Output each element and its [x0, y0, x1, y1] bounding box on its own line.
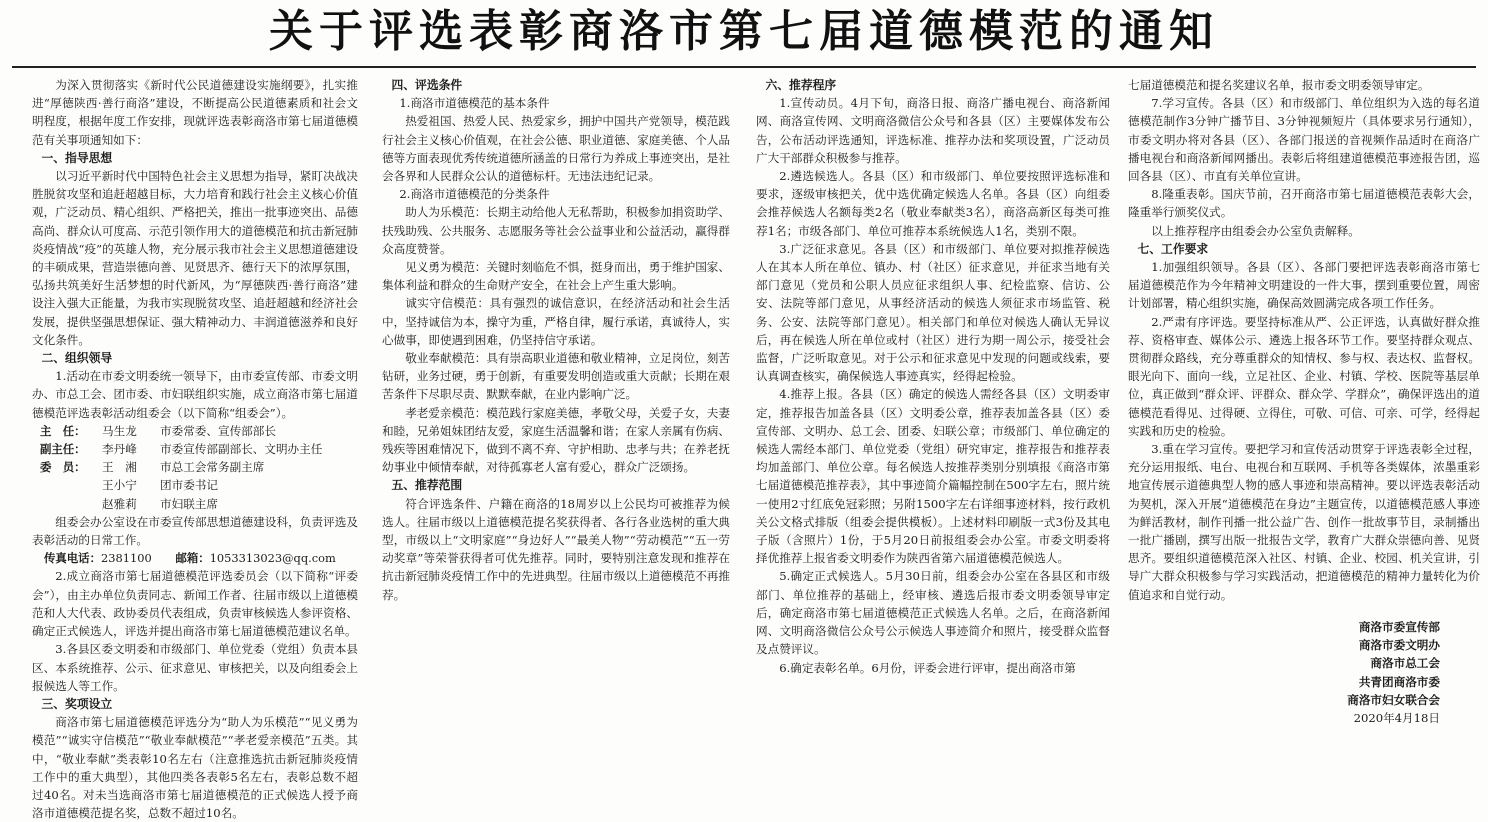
email-label: 邮箱： [175, 551, 210, 566]
member-role: 副主任： [40, 442, 86, 457]
section-heading-7: 七、工作要求 [1137, 241, 1209, 256]
requirement-paragraph: 2.严肃有序评选。要坚持标准从严、公正评选，认真做好群众推荐、资格审查、媒体公示、遴选上报各环节工作。要坚持群众观点、贯彻群众路线，充分尊重群众的知情权、参与权、表达权、监督权。眼光向下、面向一线，立足社区、企业、村镇、学校、医院等基层单位，真正做到“群众评、评群众、群众学、学群众”，确保评选出的道德模范看得见、过得硬、立得住，可敬、可信、可亲、可学，经得起实践和历史的检验。 [1128, 314, 1480, 438]
member-role [32, 476, 102, 494]
procedure-step: 5.确定正式候选人。5月30日前，组委会办公室在各县区和市级部门、单位推荐的基础上，经审核、遴选后报市委文明委领导审定后，确定商洛市第七届道德模范正式候选人名单。之后，在商洛新闻网、文明商洛微信公众号公示候选人事迹简介和照片，接受群众监督及点赞评议。 [756, 569, 1110, 657]
procedure-step-continued: 七届道德模范和提名奖建议名单，报市委文明委领导审定。 [1128, 78, 1430, 92]
section-heading-6: 六、推荐程序 [765, 78, 837, 92]
category-paragraph: 诚实守信模范：具有强烈的诚信意识，在经济活动和社会生活中，坚持诚信为本，操守为重，严格自律，履行承诺，真诚待人，实心做事，即使遇到困难，仍坚持信守承诺。 [382, 296, 730, 347]
member-position: 市妇联主席 [160, 496, 218, 511]
signer: 商洛市委宣传部 [1358, 619, 1440, 634]
signer: 商洛市委文明办 [1358, 638, 1440, 653]
category-paragraph: 助人为乐模范：长期主动给他人无私帮助，积极参加捐资助学、扶残助残、公共服务、志愿服务等社会公益事业和公益活动，赢得群众高度赞誉。 [382, 205, 730, 256]
section-heading-2: 二、组织领导 [41, 351, 113, 366]
member-role [32, 495, 102, 513]
procedure-closing: 以上推荐程序由组委会办公室负责解释。 [1151, 223, 1360, 238]
procedure-step: 7.学习宣传。各县（区）和市级部门、单位组织为入选的每名道德模范制作3分钟广播节目、3分钟视频短片（具体要求另行通知），市委文明办将对各县（区）、各部门报送的音视频作品适时在商洛广播电视台和商洛新闻网播出。表彰后将组建道德模范事迹报告团，巡回各县（区）、市直有关单位宣讲。 [1128, 96, 1480, 184]
guiding-ideology-paragraph: 以习近平新时代中国特色社会主义思想为指导，紧盯决战决胜脱贫攻坚和追赶超越目标，大力培育和践行社会主义核心价值观，广泛动员、精心组织、严格把关，推出一批事迹突出、品德高尚、群众认可度高、示范引领作用大的道德模范和抗击新冠肺炎疫情战“疫”的英雄人物，充分展示我市社会主义思想道德建设的丰硕成果，营造崇德向善、见贤思齐、德行天下的浓厚氛围，弘扬共筑美好生活梦想的时代新风，为“厚德陕西·善行商洛”建设注入强大正能量，为我市实现脱贫攻坚、追赶超越和经济社会发展，提供坚强思想保证、强大精神动力、丰润道德滋养和良好文化条件。 [32, 169, 358, 347]
office-paragraph: 组委会办公室设在市委宣传部思想道德建设科，负责评选及表彰活动的日常工作。 [32, 514, 358, 548]
member-name: 王小宁 [102, 478, 137, 493]
member-name: 王 湘 [102, 460, 137, 475]
requirement-paragraph: 1.加强组织领导。各县（区）、各部门要把评选表彰商洛市第七届道德模范作为今年精神文明建设的一件大事，摆到重要位置，周密计划部署，精心组织实施，确保高效圆满完成各项工作任务。 [1128, 260, 1480, 311]
text-column-2 [382, 76, 730, 704]
category-paragraph: 见义勇为模范：关键时刻临危不惧，挺身而出，勇于维护国家、集体利益和群众的生命财产安全，在社会上产生重大影响。 [382, 260, 730, 293]
intro-paragraph: 为深入贯彻落实《新时代公民道德建设实施纲要》，扎实推进“厚德陕西·善行商洛”建设，不断提高公民道德素质和社会文明程度，根据年度工作安排，现就评选表彰商洛市第七届道德模范有关事项通知如下： [32, 78, 358, 147]
scope-paragraph: 符合评选条件、户籍在商洛的18周岁以上公民均可被推荐为候选人。往届市级以上道德模范提名奖获得者、各行各业选树的重大典型，市级以上“文明家庭”“身边好人”“最美人物”“劳动模范”“五一劳动奖章”等荣誉获得者可优先推荐。同时，要特别注意发现和推荐在抗击新冠肺炎疫情工作中的先进典型。往届市级以上道德模范不再推荐。 [382, 496, 730, 602]
subheading-basic-conditions: 1.商洛市道德模范的基本条件 [399, 96, 550, 111]
procedure-step: 1.宣传动员。4月下旬，商洛日报、商洛广播电视台、商洛新闻网、商洛宣传网、文明商洛微信公众号和各县（区）主要媒体发布公告，公布活动评选通知，评选标准、推荐办法和奖项设置，广泛动员广大干部群众积极参与推荐。 [756, 96, 1110, 165]
member-role: 主 任： [40, 423, 86, 438]
organization-paragraph-3: 3.各县区委文明委和市级部门、单位党委（党组）负责本县区、本系统推荐、公示、征求意见、审核把关，以及向组委会上报候选人等工作。 [32, 642, 358, 693]
email-address: 1053313023@qq.com [209, 551, 336, 566]
procedure-step: 3.广泛征求意见。各县（区）和市级部门、单位要对拟推荐候选人在其本人所在单位、镇办、村（社区）征求意见，并征求当地有关部门意见（党员和公职人员应征求组织人事、纪检监察、信访、公安、法院等部门意见，从事经济活动的候选人须征求市场监管、税务、公安、法院等部门意见）。相关部门和单位对候选人确认无异议后，再在候选人所在单位或村（社区）进行为期一周公示，接受社会监督，广泛听取意见。对于公示和征求意见中发现的问题或线索，要认真调查核实，确保候选人事迹真实，经得起检验。 [756, 241, 1110, 384]
procedure-step: 2.遴选候选人。各县（区）和市级部门、单位要按照评选标准和要求，逐级审核把关，优中选优确定候选人名单。各县（区）向组委会推荐候选人名额每类2名（敬业奉献类3名），商洛高新区每类可推荐1名；市级各部门、单位可推荐本系统候选人1名，类别不限。 [756, 169, 1110, 238]
procedure-step: 6.确定表彰名单。6月份，评委会进行评审，提出商洛市第 [779, 660, 1076, 675]
organization-paragraph-2: 2.成立商洛市第七届道德模范评选委员会（以下简称“评委会”），由主办单位负责同志、新闻工作者、往届市级以上道德模范和人大代表、政协委员代表组成，负责审核候选人参评资格、确定正式候选人，评选并提出商洛市第七届道德模范建议名单。 [32, 569, 358, 639]
member-position: 市委宣传部副部长、文明办主任 [160, 442, 323, 457]
signature-block [1128, 618, 1480, 727]
category-paragraph: 孝老爱亲模范：模范践行家庭美德，孝敬父母，关爱子女，夫妻和睦，兄弟姐妹团结友爱，家庭生活温馨和谐；在家人亲属有伤病、残疾等困难情况下，做到不离不弃、守护相助、忠孝与共；在养老抚幼事业中倾情奉献，对待孤寡老人富有爱心，群众广泛颂扬。 [382, 405, 730, 475]
signer: 商洛市总工会 [1370, 656, 1440, 671]
signer: 共青团商洛市委 [1358, 674, 1440, 689]
text-column-1 [32, 76, 358, 821]
text-column-3 [756, 76, 1110, 704]
issue-date: 2020年4月18日 [1353, 710, 1440, 725]
text-column-4 [1128, 76, 1480, 725]
member-name: 李丹峰 [102, 442, 137, 457]
notice-title: 关于评选表彰商洛市第七届道德模范的通知 [269, 6, 1219, 57]
section-heading-4: 四、评选条件 [391, 78, 463, 92]
signer: 商洛市妇女联合会 [1347, 692, 1440, 707]
member-position: 市委常委、宣传部部长 [160, 423, 276, 438]
fax-number: 2381100 [100, 551, 152, 566]
awards-paragraph: 商洛市第七届道德模范评选分为“助人为乐模范”“见义勇为模范”“诚实守信模范”“敬业奉献模范”“孝老爱亲模范”五类。其中，“敬业奉献”类表彰10名左右（注意推选抗击新冠肺炎疫情工作中的重大典型），其他四类各表彰5名左右，表彰总数不超过40名。对未当选商洛市第七届道德模范的正式候选人授予商洛市道德模范提名奖，总数不超过10名。 [32, 715, 358, 821]
requirement-paragraph: 3.重在学习宣传。要把学习和宣传活动贯穿于评选表彰全过程，充分运用报纸、电台、电视台和互联网、手机等各类媒体，浓墨重彩地宣传展示道德典型人物的感人事迹和崇高精神。要以评选表彰活动为契机，深入开展“道德模范在身边”主题宣传，以道德模范感人事迹为鲜活教材，制作刊播一批公益广告、创作一批故事节目，录制播出一批广播剧，撰写出版一批报告文学，教育广大群众崇德向善、见贤思齐。要组织道德模范深入社区、村镇、企业、校园、机关宣讲，引导广大群众积极参与学习实践活动，把道德模范的精神力量转化为价值追求和自觉行动。 [1128, 442, 1480, 602]
subheading-category-conditions: 2.商洛市道德模范的分类条件 [399, 187, 550, 202]
category-paragraph: 敬业奉献模范：具有崇高职业道德和敬业精神，立足岗位，刻苦钻研，业务过硬，勇于创新，有重要发明创造或重大贡献；长期在艰苦条件下尽职尽责、默默奉献，在业内影响广泛。 [382, 351, 730, 402]
title-divider [12, 66, 1476, 68]
member-row [32, 476, 358, 494]
member-name: 赵雅莉 [102, 496, 137, 511]
member-row [32, 458, 358, 476]
member-position: 市总工会常务副主席 [160, 460, 265, 475]
contact-line [32, 549, 358, 567]
member-row [32, 440, 358, 458]
basic-conditions-paragraph: 热爱祖国、热爱人民、热爱家乡，拥护中国共产党领导，模范践行社会主义核心价值观，在社会公德、职业道德、家庭美德、个人品德等方面表现优秀传统道德所涵盖的日常行为养成上事迹突出，是社会各界和人民群众公认的道德标杆。无违法违纪记录。 [382, 114, 730, 184]
member-position: 团市委书记 [160, 478, 218, 493]
member-row [32, 422, 358, 440]
procedure-step: 8.隆重表彰。国庆节前，召开商洛市第七届道德模范表彰大会，隆重举行颁奖仪式。 [1128, 187, 1480, 220]
member-name: 马生龙 [102, 423, 137, 438]
section-heading-5: 五、推荐范围 [391, 478, 463, 493]
organization-paragraph-1: 1.活动在市委文明委统一领导下，由市委宣传部、市委文明办、市总工会、团市委、市妇联组织实施，成立商洛市第七届道德模范评选表彰活动组委会（以下简称“组委会”）。 [32, 369, 358, 420]
fax-label: 传真电话： [44, 551, 101, 566]
section-heading-1: 一、指导思想 [41, 150, 113, 165]
section-heading-3: 三、奖项设立 [41, 696, 113, 711]
member-row [32, 495, 358, 513]
member-role: 委 员： [40, 460, 86, 475]
procedure-step: 4.推荐上报。各县（区）确定的候选人需经各县（区）文明委审定，推荐报告加盖各县（区）文明委公章，推荐表加盖各县（区）委宣传部、文明办、总工会、团委、妇联公章；市级部门、单位确定的候选人需经本部门、单位党委（党组）研究审定，推荐报告和推荐表均加盖部门、单位公章。每名候选人按推荐类别分别填报《商洛市第七届道德模范推荐表》，其中事迹简介篇幅控制在500字左右，照片统一使用2寸红底免冠彩照；另附1500字左右详细事迹材料，按行政机关公文格式排版（组委会提供模板）。上述材料印刷版一式3份及其电子版（含照片）1份，于5月20日前报组委会办公室。市委文明委将择优推荐上报省委文明委作为陕西省第六届道德模范候选人。 [756, 387, 1110, 566]
